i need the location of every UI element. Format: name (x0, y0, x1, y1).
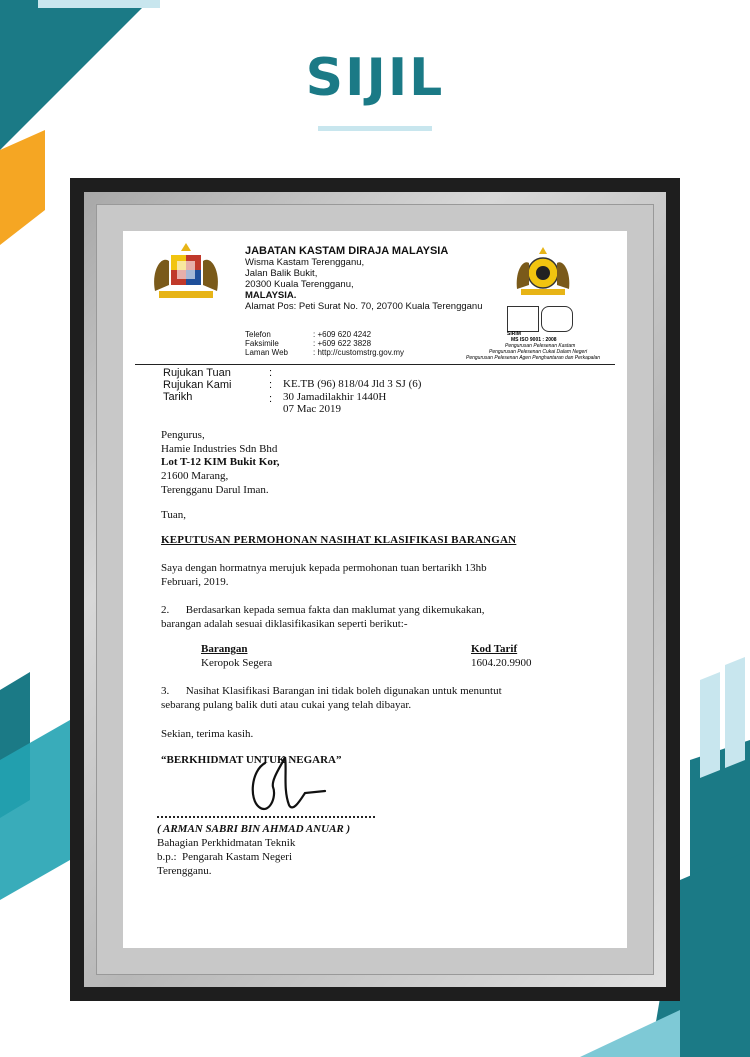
salutation: Tuan, (161, 509, 186, 521)
paragraph-2: barangan adalah sesuai diklasifikasikan seperti berikut:- (161, 618, 408, 630)
signatory-line: Terengganu. (157, 865, 212, 877)
coat-of-arms-icon (147, 241, 225, 305)
recipient-line: Pengurus, (161, 429, 205, 441)
recipient-line: Hamie Industries Sdn Bhd (161, 443, 278, 455)
paragraph-1: Februari, 2019. (161, 576, 229, 588)
ref-date: 07 Mac 2019 (283, 403, 342, 415)
paragraph-3: 3. Nasihat Klasifikasi Barangan ini tidak boleh digunakan untuk menuntut (161, 685, 502, 697)
sirim-label: SIRIM (507, 331, 521, 337)
address-line: Wisma Kastam Terengganu, (245, 257, 365, 268)
org-name: JABATAN KASTAM DIRAJA MALAYSIA (245, 245, 449, 257)
ref-colon: : (269, 367, 273, 379)
cert-line: Pengurusan Pelesenan Agen Penghantaran dan Perkapalan (466, 355, 601, 361)
customs-logo-icon (513, 245, 573, 297)
signatory-name: ( ARMAN SABRI BIN AHMAD ANUAR ) (157, 823, 351, 835)
recipient-line: Lot T-12 KIM Bukit Kor, (161, 456, 280, 468)
cert-line: Pengurusan Pelesenan Cukai Dalam Negeri (489, 349, 588, 355)
address-line: Jalan Balik Bukit, (245, 268, 318, 279)
ref-label: Rujukan Tuan (163, 367, 231, 379)
signature-line (157, 816, 375, 818)
signature-icon (243, 749, 333, 819)
tariff-cell: 1604.20.9900 (471, 657, 532, 669)
contact-label: Telefon (245, 330, 271, 339)
iqnet-badge (541, 306, 573, 332)
closing: Sekian, terima kasih. (161, 728, 254, 740)
goods-cell: Keropok Segera (201, 657, 273, 669)
subject: KEPUTUSAN PERMOHONAN NASIHAT KLASIFIKASI BARANGAN (161, 534, 517, 546)
motto: “BERKHIDMAT UNTUK NEGARA” (161, 754, 342, 766)
address-line: 20300 Kuala Terengganu, (245, 279, 354, 290)
contact-label: Laman Web (245, 348, 288, 357)
contact-value: : http://customstrg.gov.my (313, 348, 404, 357)
country: MALAYSIA. (245, 290, 297, 301)
ref-kami: KE.TB (96) 818/04 Jld 3 SJ (6) (283, 378, 422, 390)
iso-label: MS ISO 9001 : 2008 (511, 337, 557, 343)
ref-colon: : (269, 379, 273, 391)
contact-value: : +609 620 4242 (313, 330, 372, 339)
ref-hijri-date: 30 Jamadilakhir 1440H (283, 391, 387, 403)
ref-label: Rujukan Kami (163, 379, 232, 391)
title-underline (318, 126, 432, 131)
recipient-line: Terengganu Darul Iman. (161, 484, 269, 496)
postal-address: Alamat Pos: Peti Surat No. 70, 20700 Kuala Terengganu (245, 301, 483, 312)
ref-label: Tarikh (163, 391, 193, 403)
contact-label: Faksimile (245, 339, 279, 348)
signatory-line: b.p.: Pengarah Kastam Negeri (157, 851, 293, 863)
tariff-header: Kod Tarif (471, 643, 518, 655)
sirim-badge (507, 306, 539, 332)
recipient-line: 21600 Marang, (161, 470, 229, 482)
page-title: SIJIL (305, 48, 445, 108)
contact-value: : +609 622 3828 (313, 339, 372, 348)
goods-header: Barangan (201, 643, 248, 655)
signatory-line: Bahagian Perkhidmatan Teknik (157, 837, 296, 849)
cert-line: Pengurusan Pelesenan Kastam (505, 343, 576, 349)
paragraph-3: sebarang pulang balik duti atau cukai yang telah dibayar. (161, 699, 412, 711)
ref-colon: : (269, 393, 273, 405)
paragraph-2: 2. Berdasarkan kepada semua fakta dan maklumat yang dikemukakan, (161, 604, 485, 616)
header-rule (135, 364, 615, 365)
paragraph-1: Saya dengan hormatnya merujuk kepada permohonan tuan bertarikh 13hb (161, 562, 487, 574)
certificate-letter (123, 231, 627, 948)
